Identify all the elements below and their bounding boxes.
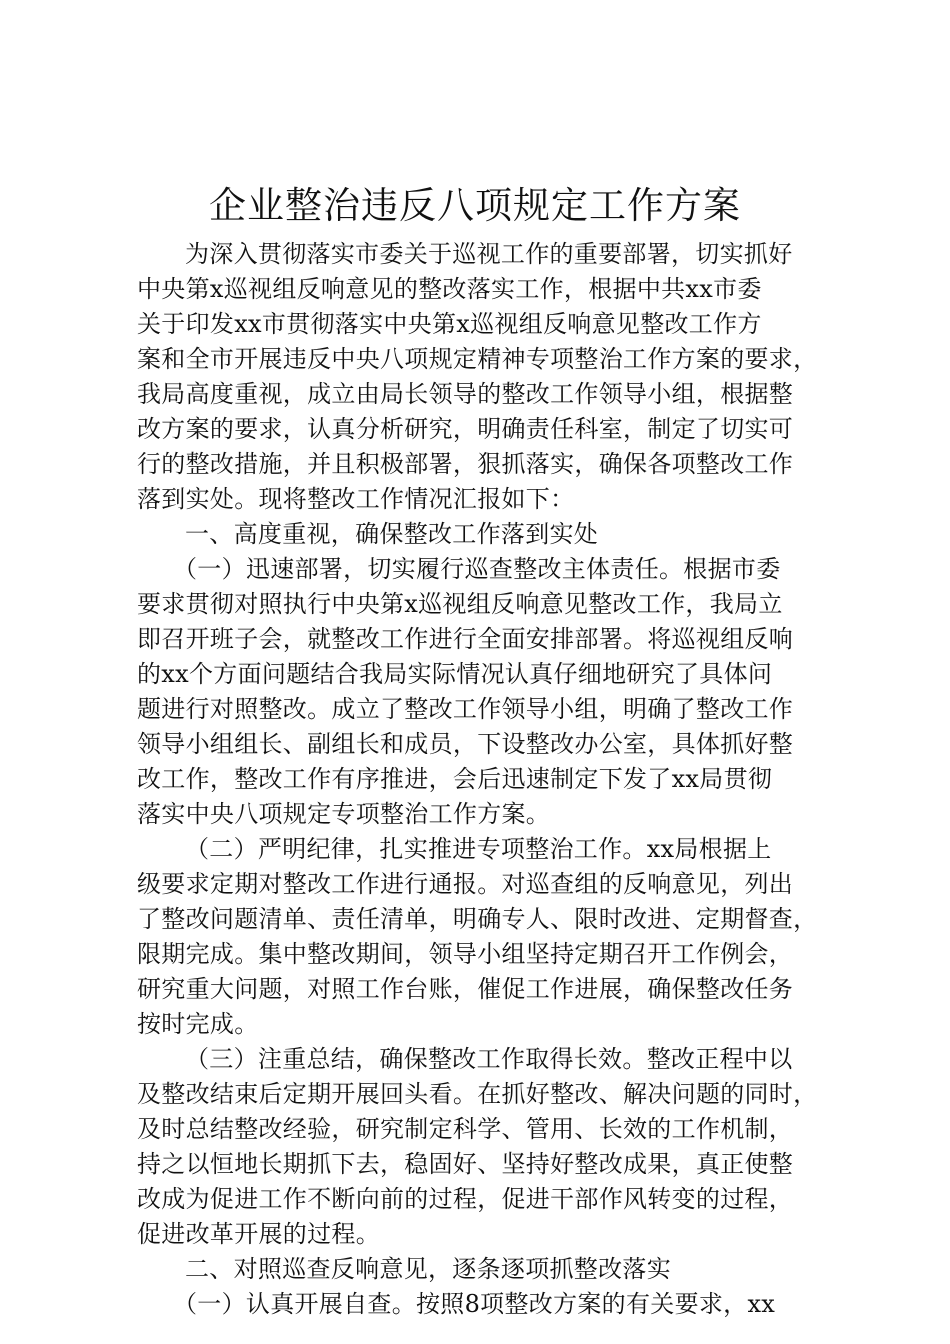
text-line: 中央第x巡视组反响意见的整改落实工作，根据中共xx市委 — [137, 275, 762, 303]
text-line: 行的整改措施，并且积极部署，狠抓落实，确保各项整改工作 — [137, 450, 794, 478]
subsection-heading: （三）注重总结，确保整改工作取得长效。整改正程中以 — [185, 1045, 793, 1073]
text-line: 领导小组组长、副组长和成员，下设整改办公室，具体抓好整 — [137, 730, 794, 758]
subsection-heading: （一）迅速部署，切实履行巡查整改主体责任。根据市委 — [173, 555, 781, 583]
text-line: 改工作，整改工作有序推进，会后迅速制定下发了xx局贯彻 — [137, 765, 773, 793]
text-line: 限期完成。集中整改期间，领导小组坚持定期召开工作例会， — [137, 940, 794, 968]
text-line: 按时完成。 — [137, 1010, 259, 1038]
text-line: 改成为促进工作不断向前的过程，促进干部作风转变的过程， — [137, 1185, 794, 1213]
section-heading: 二、对照巡查反响意见，逐条逐项抓整改落实 — [185, 1255, 671, 1283]
text-line: 的xx个方面问题结合我局实际情况认真仔细地研究了具体问 — [137, 660, 773, 688]
text-line: 题进行对照整改。成立了整改工作领导小组，明确了整改工作 — [137, 695, 794, 723]
text-line: 我局高度重视，成立由局长领导的整改工作领导小组，根据整 — [137, 380, 794, 408]
document-body — [137, 237, 837, 1322]
text-line: 为深入贯彻落实市委关于巡视工作的重要部署，切实抓好 — [185, 240, 793, 268]
text-line: 级要求定期对整改工作进行通报。对巡查组的反响意见，列出 — [137, 870, 794, 898]
text-line: 即召开班子会，就整改工作进行全面安排部署。将巡视组反响 — [137, 625, 794, 653]
text-line: 落到实处。现将整改工作情况汇报如下： — [137, 485, 575, 513]
text-line: 及整改结束后定期开展回头看。在抓好整改、解决问题的同时， — [137, 1080, 818, 1108]
subsection-heading: （一）认真开展自查。按照8项整改方案的有关要求，xx — [173, 1290, 776, 1318]
subsection-heading: （二）严明纪律，扎实推进专项整治工作。xx局根据上 — [185, 835, 772, 863]
text-line: 及时总结整改经验，研究制定科学、管用、长效的工作机制， — [137, 1115, 794, 1143]
text-line: 关于印发xx市贯彻落实中央第x巡视组反响意见整改工作方 — [137, 310, 762, 338]
section-heading: 一、高度重视，确保整改工作落到实处 — [185, 520, 599, 548]
text-line: 研究重大问题，对照工作台账，催促工作进展，确保整改任务 — [137, 975, 794, 1003]
text-line: 落实中央八项规定专项整治工作方案。 — [137, 800, 551, 828]
text-line: 持之以恒地长期抓下去，稳固好、坚持好整改成果，真正使整 — [137, 1150, 794, 1178]
document-title: 企业整治违反八项规定工作方案 — [209, 184, 741, 227]
text-line: 要求贯彻对照执行中央第x巡视组反响意见整改工作，我局立 — [137, 590, 783, 618]
text-line: 了整改问题清单、责任清单，明确专人、限时改进、定期督查， — [137, 905, 818, 933]
text-line: 改方案的要求，认真分析研究，明确责任科室，制定了切实可 — [137, 415, 794, 443]
text-line: 促进改革开展的过程。 — [137, 1220, 380, 1248]
text-line: 案和全市开展违反中央八项规定精神专项整治工作方案的要求， — [137, 345, 818, 373]
